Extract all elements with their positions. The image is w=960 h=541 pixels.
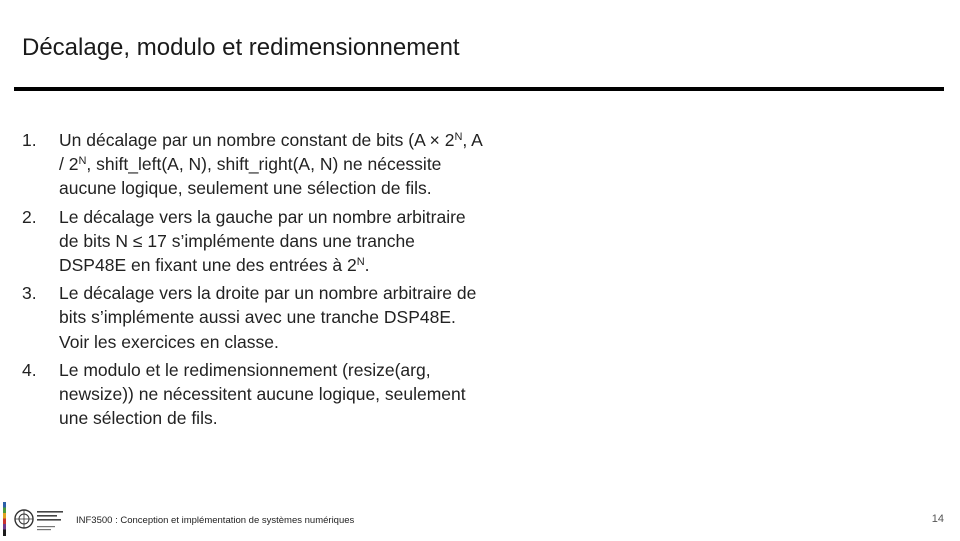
footer-course-title: INF3500 : Conception et implémentation de systèmes numériques: [76, 515, 355, 526]
list-item-number: 2.: [22, 206, 37, 227]
list-item-text: Un décalage par un nombre constant de bits ($A \times 2^N$, A / $2^N$, shift_left(A, N), shift_right(A, N) ne nécessite aucune logique, seulement une sélection de fils.: [59, 130, 482, 199]
list-item: [22, 128, 482, 201]
title-divider: [14, 87, 944, 91]
content-list: [22, 128, 482, 434]
list-item: [22, 281, 482, 354]
list-item-text: Le décalage vers la droite par un nombre arbitraire de bits s’implémente aussi avec une tranche DSP48E. Voir les exercices en classe.: [59, 283, 477, 352]
list-item: [22, 205, 482, 278]
list-item-text: Le modulo et le redimensionnement (resize(arg, newsize)) ne nécessitent aucune logique, seulement une sélection de fils.: [59, 359, 466, 429]
page-title: Décalage, modulo et redimensionnement: [22, 34, 460, 61]
list-item: [22, 358, 482, 431]
list-item-number: 3.: [22, 283, 37, 304]
list-item-number: 4.: [22, 359, 37, 380]
list-item-number: 1.: [22, 130, 37, 150]
page-number: 14: [931, 513, 944, 525]
list-item-text: Le décalage vers la gauche par un nombre arbitraire de bits N ≤ 17 s’implémente dans une tranche DSP48E en fixant une des entrées à $2^N$.: [59, 206, 466, 276]
polytechnique-logo-icon: [3, 502, 75, 536]
